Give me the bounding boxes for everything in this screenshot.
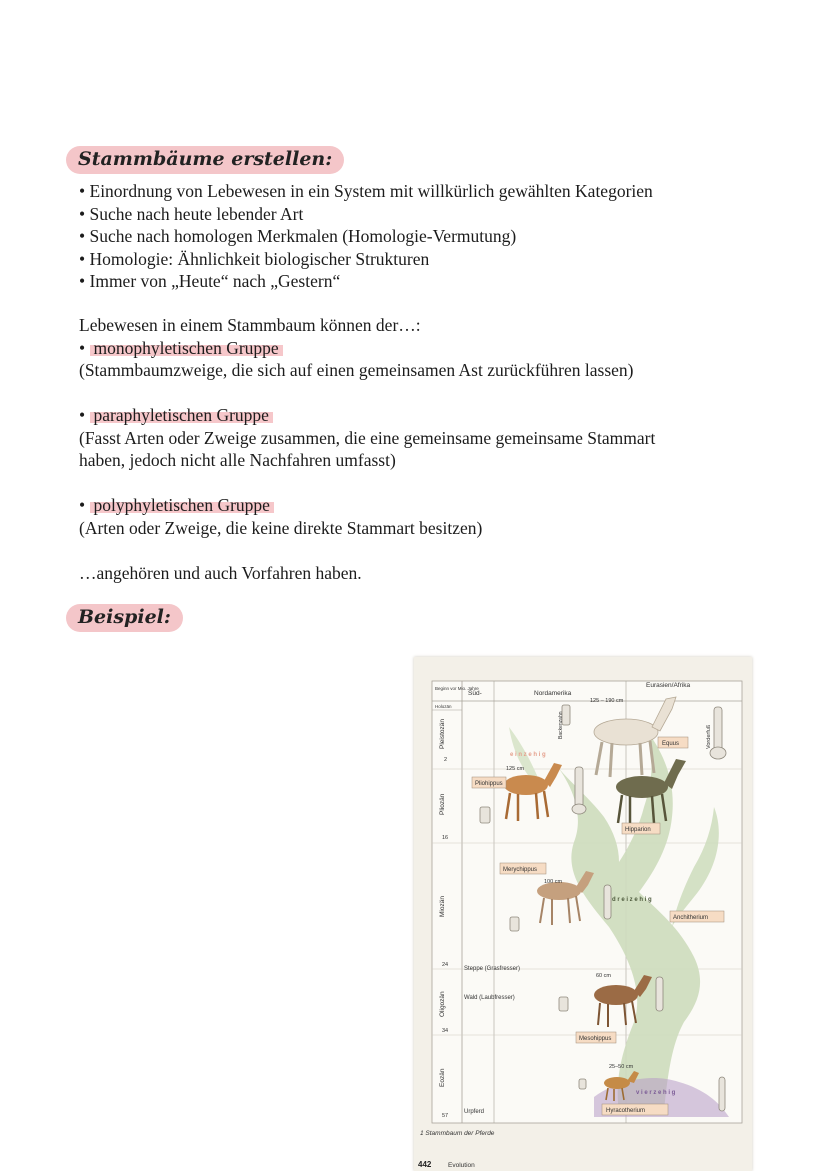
group-mono-title [79,337,655,360]
epoch-oligozaen: Oligozän [439,991,446,1017]
size-pliohippus: 125 cm [506,766,525,772]
size-hyracotherium: 25–50 cm [609,1064,634,1070]
svg-text:Hipparion: Hipparion [625,827,651,833]
time-mark: 34 [442,1028,449,1034]
group-mono-desc: (Stammbaumzweige, die sich auf einen gemeinsamen Ast zurückführen lassen) [79,360,634,380]
highlight-para: paraphyletischen Gruppe [90,405,273,425]
spacer [79,382,655,405]
group-para-title [79,404,655,427]
bullet-item: • Immer von „Heute“ nach „Gestern“ [79,271,341,291]
header-south: Süd- [468,690,482,697]
header-north: Nordamerika [534,690,572,697]
svg-text:Anchitherium: Anchitherium [673,915,709,921]
header-eurasia: Eurasien/Afrika [646,682,691,689]
species-anchitherium [670,911,724,922]
group-poly-desc: (Arten oder Zweige, die keine direkte Stammart besitzen) [79,517,483,538]
heading-stammbaeume-erstellen: Stammbäume erstellen: [66,146,344,174]
chart-frame [432,681,742,1123]
label-urpferd: Urpferd [464,1109,485,1115]
time-mark: 16 [442,835,449,841]
heading-beispiel: Beispiel: [66,604,183,632]
size-mesohippus: 60 cm [596,973,611,979]
epoch-pliozaen: Pliozän [439,793,446,815]
bullet: • [79,337,86,358]
header-holozaen: Holozän [435,704,452,709]
label-vorderfuss: Vorderfuß [706,724,712,749]
bullet: • [79,405,86,425]
bullet: • [79,495,86,515]
figure-svg [414,657,752,1171]
highlight-poly: polyphyletischen Gruppe [90,495,274,515]
bullet-list [79,180,653,293]
label-einzehig: e i n z e h i g [510,752,546,758]
epoch-eozaen: Eozän [439,1068,446,1087]
svg-text:Pliohippus: Pliohippus [475,781,503,787]
size-equus: 125 – 190 cm [590,698,624,704]
svg-text:Hyracotherium: Hyracotherium [606,1108,646,1114]
species-mesohippus [576,1032,616,1043]
label-vierzehig: v i e r z e h i g [636,1090,676,1096]
time-mark: 2 [444,757,448,763]
species-merychippus [500,863,546,874]
group-para-desc-2: haben, jedoch nicht alle Nachfahren umfasst) [79,450,396,470]
header-time: Beginn vor Mio. Jahre [435,686,479,691]
bullet-item: • Suche nach heute lebender Art [79,203,304,224]
label-backenzahn: Backenzahn [558,711,564,739]
page-section: Evolution [448,1162,475,1169]
group-para-desc-1: (Fasst Arten oder Zweige zusammen, die eine gemeinsame gemeinsame Stammart [79,427,656,448]
label-wald: Wald (Laubfresser) [464,995,515,1001]
time-mark: 24 [442,962,449,968]
spacer [79,539,655,562]
page-number: 442 [418,1160,432,1169]
horse-phylogeny-figure [414,657,752,1171]
outro-text: …angehören und auch Vorfahren haben. [79,562,362,583]
species-pliohippus [472,777,506,788]
size-merychippus: 100 cm [544,879,563,885]
species-hipparion [622,823,660,834]
svg-text:Mesohippus: Mesohippus [579,1036,612,1042]
time-mark: 57 [442,1113,449,1119]
svg-text:Equus: Equus [662,741,680,747]
epoch-pleistozaen: Pleistozän [439,719,446,749]
highlight-mono: monophyletischen Gruppe [90,338,283,358]
bullet-item: • Homologie: Ähnlichkeit biologischer Strukturen [79,248,430,269]
group-section [79,314,655,584]
intro-text: Lebewesen in einem Stammbaum können der…: [79,315,421,335]
group-poly-title [79,494,655,517]
bullet-item: • Suche nach homologen Merkmalen (Homologie-Vermutung) [79,226,517,246]
svg-text:Merychippus: Merychippus [503,867,538,873]
label-dreizehig: d r e i z e h i g [612,897,652,903]
species-hyracotherium [602,1104,668,1115]
bullet-item: • Einordnung von Lebewesen in ein System mit willkürlich gewählten Kategorien [79,181,653,201]
species-equus [658,737,688,748]
spacer [79,472,655,495]
epoch-miozaen: Miozän [439,896,446,917]
label-steppe: Steppe (Grasfresser) [464,966,521,972]
figure-caption: 1 Stammbaum der Pferde [420,1130,495,1137]
